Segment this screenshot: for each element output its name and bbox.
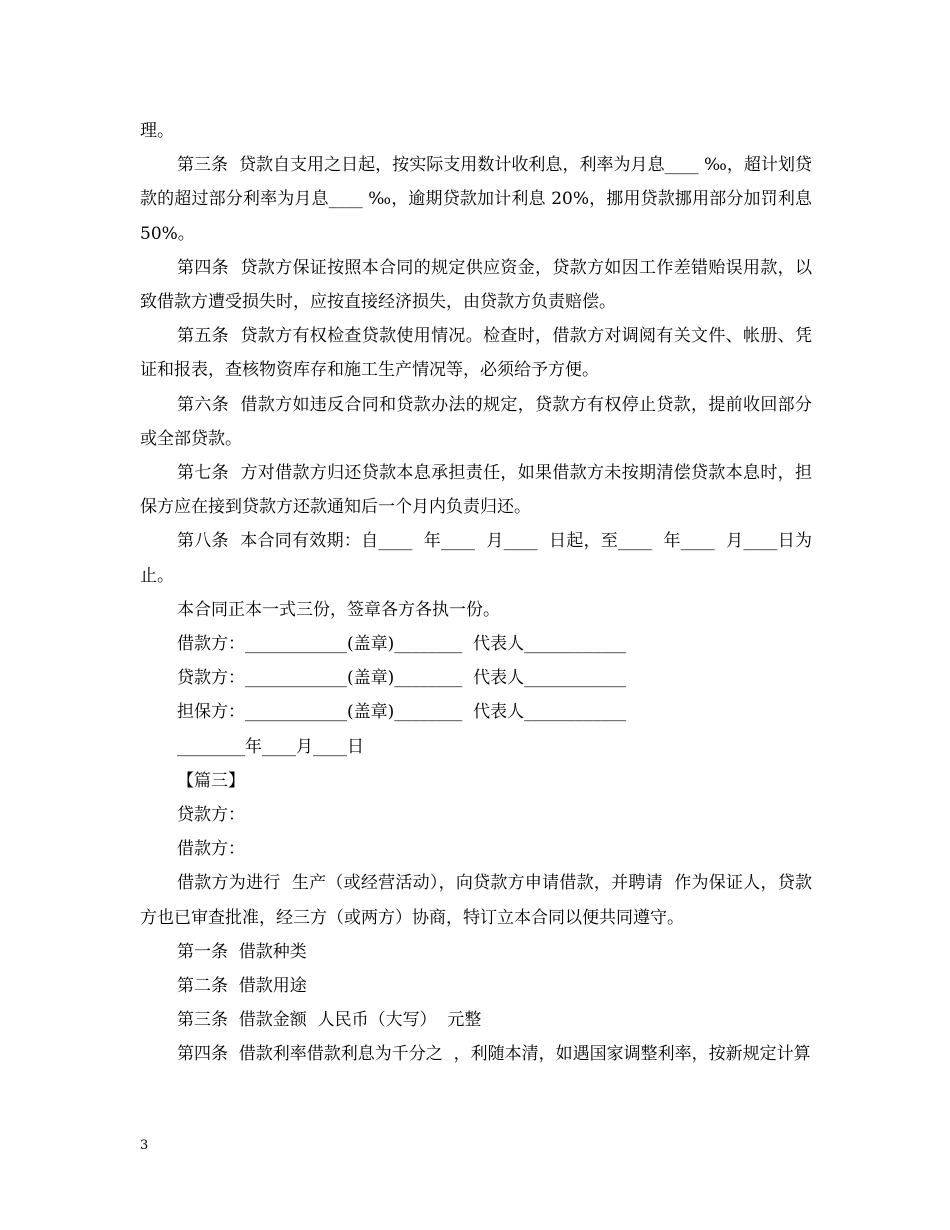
signature-date: ________年____月____日 — [177, 736, 364, 757]
signature-lender: 贷款方：____________(盖章)________ 代表人____________ — [177, 668, 627, 689]
copies-clause: 本合同正本一式三份，签章各方各执一份。 — [177, 599, 500, 620]
article-1-loan-type: 第一条 借款种类 — [177, 941, 307, 962]
paragraph-continuation: 理。 — [140, 121, 174, 141]
section-heading-part-three: 【篇三】 — [177, 770, 245, 791]
article-7-guarantor: 第七条 方对借款方归还贷款本息承担责任，如果借款方未按期清偿贷款本息时，担保方应在接到贷款方还款通知后一个月内负责归还。 — [140, 463, 812, 518]
article-3-interest: 第三条 贷款自支用之日起，按实际支用数计收利息，利率为月息____ ‰，超计划贷款的超过部分利率为月息____ ‰，逾期贷款加计利息 20%，挪用贷款挪用部分加罚利息 50%。 — [140, 155, 818, 244]
article-6-violation: 第六条 借款方如违反合同和贷款办法的规定，贷款方有权停止贷款，提前收回部分或全部贷款。 — [140, 394, 812, 449]
article-5-inspection: 第五条 贷款方有权检查贷款使用情况。检查时，借款方对调阅有关文件、帐册、凭证和报表，查核物资库存和施工生产情况等，必须给予方便。 — [140, 326, 812, 381]
preamble: 借款方为进行 生产（或经营活动），向贷款方申请借款，并聘请 作为保证人，贷款方也已审查批准，经三方（或两方）协商，特订立本合同以便共同遵守。 — [140, 873, 812, 928]
page-number: 3 — [140, 1138, 149, 1153]
article-3-loan-amount: 第三条 借款金额 人民币（大写） 元整 — [177, 1010, 482, 1031]
article-4-supply-guarantee: 第四条 贷款方保证按照本合同的规定供应资金，贷款方如因工作差错贻误用款，以致借款方遭受损失时，应按直接经济损失，由贷款方负责赔偿。 — [140, 257, 812, 313]
article-2-loan-purpose: 第二条 借款用途 — [177, 976, 307, 997]
party-borrower: 借款方： — [177, 839, 245, 860]
signature-guarantor: 担保方：____________(盖章)________ 代表人____________ — [177, 702, 627, 723]
article-8-validity: 第八条 本合同有效期：自____ 年____ 月____ 日起，至____ 年____ 月____日为止。 — [140, 531, 812, 586]
article-4-loan-rate: 第四条 借款利率借款利息为千分之 ，利随本清，如遇国家调整利率，按新规定计算 — [177, 1044, 811, 1065]
document-body — [140, 114, 818, 1072]
signature-borrower: 借款方：____________(盖章)________ 代表人____________ — [177, 634, 627, 655]
party-lender: 贷款方： — [177, 805, 245, 826]
